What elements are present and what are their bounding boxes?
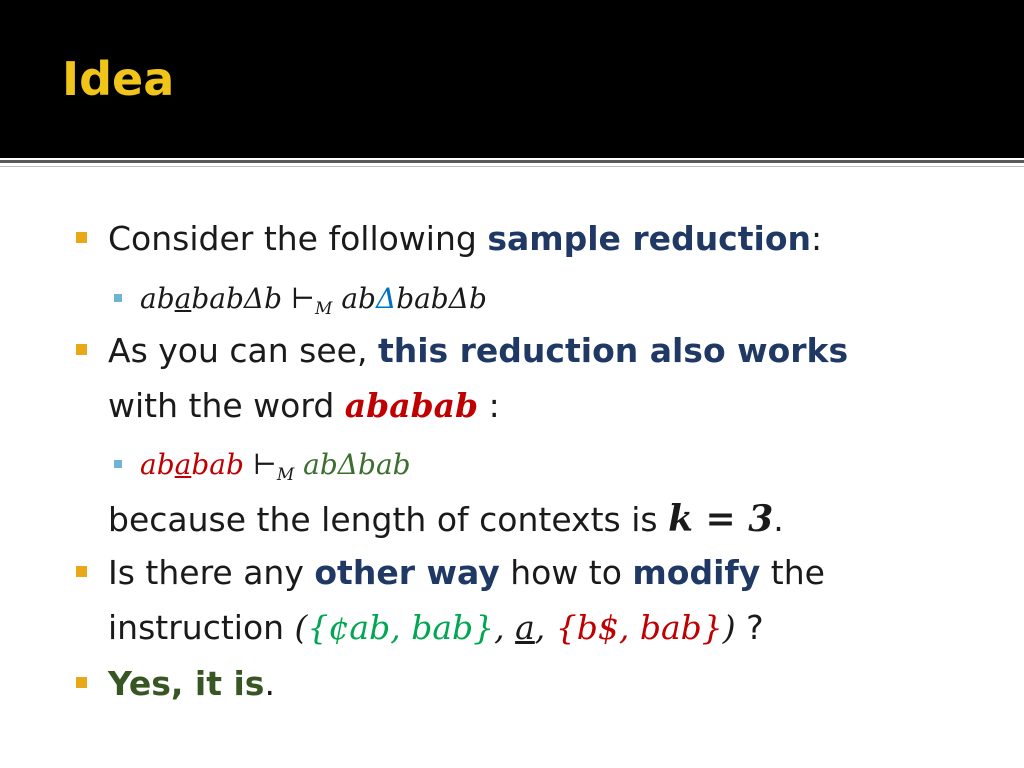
sub1-part-f: babΔb <box>396 282 487 315</box>
bullet-3-line2-text: instruction <box>108 608 295 647</box>
sub2-subscript: M <box>276 465 295 485</box>
bullet-2-tail: : <box>478 386 500 425</box>
bullet-2-line-2 <box>108 386 500 425</box>
divider-rule-thin <box>0 166 1024 167</box>
sub1-part-a: ab <box>140 282 175 315</box>
sub-bullet-2 <box>140 448 411 485</box>
bullet-3-tail: the <box>760 553 825 592</box>
sub2-arrow: ⊢ <box>243 448 277 481</box>
instruction-comma-1: , <box>494 608 516 647</box>
bullet-3-emphasis-2: modify <box>632 553 761 592</box>
bullet-3 <box>108 553 825 592</box>
title-bar <box>0 0 1024 158</box>
bullet-2-word: ababab <box>344 386 479 425</box>
bullet-1-text: Consider the following <box>108 219 488 258</box>
bullet-2-emphasis: this reduction also works <box>377 331 849 370</box>
bullet-4-tail: . <box>264 664 275 703</box>
instruction-paren-close: ) <box>722 608 736 647</box>
sub2-underlined: a <box>174 448 192 481</box>
bullet-2-text: As you can see, <box>108 331 378 370</box>
instruction-symbol: a <box>515 608 535 647</box>
bullet-marker <box>76 566 87 577</box>
sub1-underlined: a <box>174 282 192 315</box>
bullet-3-line-2 <box>108 608 764 647</box>
bullet-1-emphasis: sample reduction <box>487 219 811 258</box>
bullet-marker <box>76 344 87 355</box>
bullet-3-text: Is there any <box>108 553 315 592</box>
bullet-4 <box>108 664 275 703</box>
sub1-subscript: M <box>315 299 333 319</box>
sub1-delta: Δ <box>375 282 397 315</box>
sub2-part-a: ab <box>140 448 175 481</box>
bullet-3-question: ? <box>735 608 764 647</box>
sub1-part-c: babΔb ⊢ <box>191 282 315 315</box>
bullet-3-emphasis-1: other way <box>314 553 500 592</box>
sub-bullet-marker <box>114 460 122 468</box>
continuation-tail: . <box>773 500 784 539</box>
sub1-part-d: ab <box>332 282 376 315</box>
bullet-marker <box>76 232 87 243</box>
instruction-comma-2: , <box>534 608 556 647</box>
slide-title: Idea <box>62 52 175 106</box>
bullet-1-tail: : <box>811 219 823 258</box>
sub-bullet-marker <box>114 294 122 302</box>
continuation-text: because the length of contexts is <box>108 500 669 539</box>
bullet-1 <box>108 219 823 258</box>
bullet-4-emphasis: Yes, it is <box>108 664 265 703</box>
k-equation: k = 3 <box>668 498 774 540</box>
instruction-set-1: {¢ab, bab} <box>307 608 495 647</box>
instruction-paren-open: ( <box>294 608 308 647</box>
instruction-set-2: {b$, bab} <box>555 608 723 647</box>
divider-rule <box>0 160 1024 163</box>
sub2-part-d: abΔbab <box>294 448 411 481</box>
bullet-marker <box>76 677 87 688</box>
continuation-line <box>108 498 784 540</box>
sub2-part-c: bab <box>191 448 244 481</box>
bullet-2-line2-text: with the word <box>108 386 345 425</box>
bullet-3-mid: how to <box>499 553 633 592</box>
bullet-2 <box>108 331 849 370</box>
sub-bullet-1 <box>140 282 487 319</box>
